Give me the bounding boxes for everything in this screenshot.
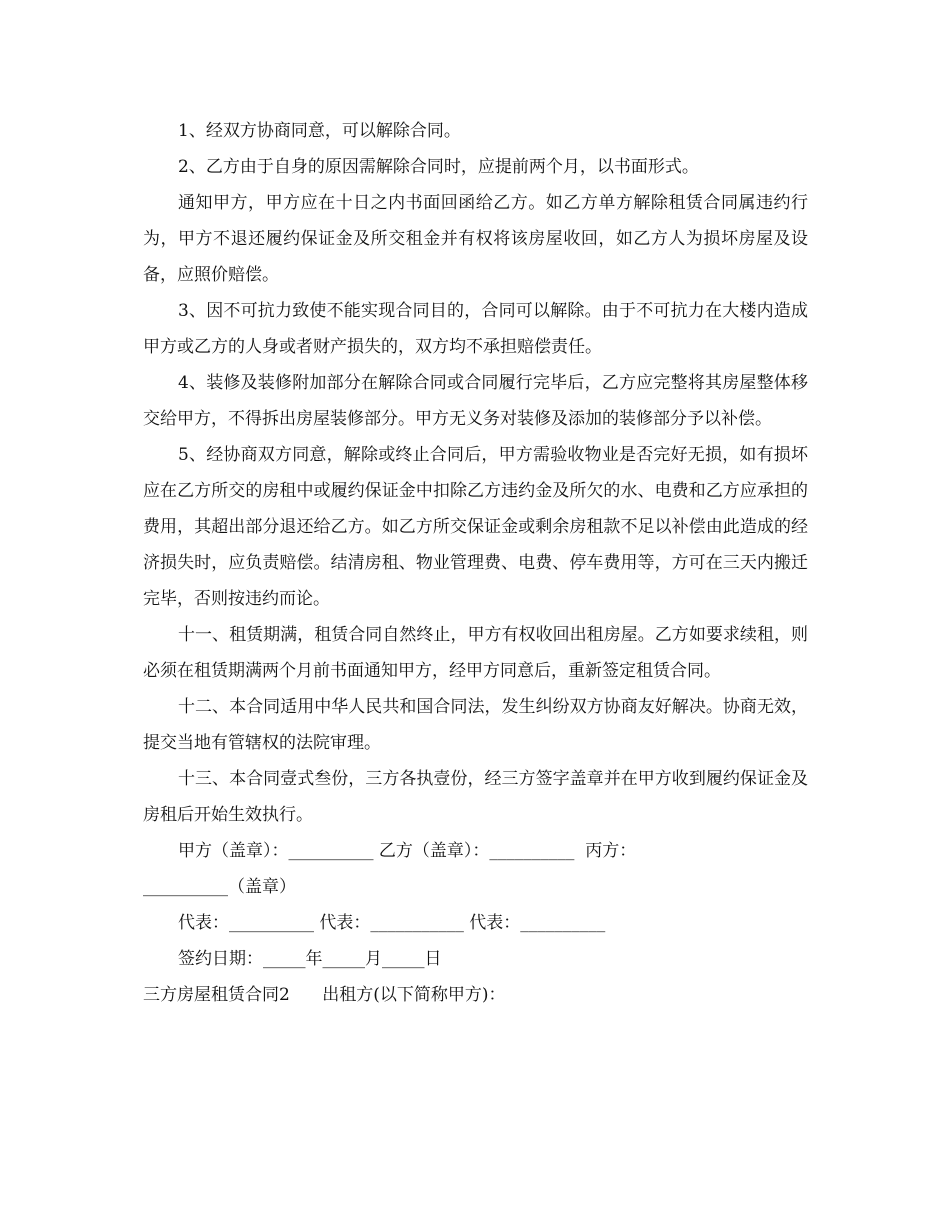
clause-paragraph: 十一、租赁期满，租赁合同自然终止，甲方有权收回出租房屋。乙方如要求续租，则必须在租赁期满两个月前书面通知甲方，经甲方同意后，重新签定租赁合同。	[143, 625, 808, 681]
document-body	[143, 113, 808, 1013]
clause-paragraph: 十二、本合同适用中华人民共和国合同法，发生纠纷双方协商友好解决。协商无效，提交当地有管辖权的法院审理。	[143, 697, 808, 753]
clause-paragraph: 4、装修及装修附加部分在解除合同或合同履行完毕后，乙方应完整将其房屋整体移交给甲方，不得拆出房屋装修部分。甲方无义务对装修及添加的装修部分予以补偿。	[143, 373, 808, 429]
clause-paragraph: 通知甲方，甲方应在十日之内书面回函给乙方。如乙方单方解除租赁合同属违约行为，甲方不退还履约保证金及所交租金并有权将该房屋收回，如乙方人为损坏房屋及设备，应照价赔偿。	[143, 193, 808, 285]
next-contract-heading: 三方房屋租赁合同2 出租方(以下简称甲方)：	[143, 985, 506, 1005]
signing-date-line: 签约日期：_____年_____月_____日	[178, 949, 442, 969]
clause-paragraph: 5、经协商双方同意，解除或终止合同后，甲方需验收物业是否完好无损，如有损坏应在乙方所交的房租中或履约保证金中扣除乙方违约金及所欠的水、电费和乙方应承担的费用，其超出部分退还给乙方。如乙方所交保证金或剩余房租款不足以补偿由此造成的经济损失时，应负责赔偿。结清房租、物业管理费、电费、停车费用等，方可在三天内搬迁完毕，否则按违约而论。	[143, 445, 808, 609]
clause-paragraph: 3、因不可抗力致使不能实现合同目的，合同可以解除。由于不可抗力在大楼内造成甲方或乙方的人身或者财产损失的，双方均不承担赔偿责任。	[143, 301, 808, 357]
clause-paragraph: 十三、本合同壹式叁份，三方各执壹份，经三方签字盖章并在甲方收到履约保证金及房租后开始生效执行。	[143, 769, 808, 825]
clause-paragraph: 2、乙方由于自身的原因需解除合同时，应提前两个月，以书面形式。	[178, 157, 699, 177]
clause-paragraph: 1、经双方协商同意，可以解除合同。	[178, 121, 461, 141]
representative-line: 代表：__________ 代表：___________ 代表：__________	[178, 913, 606, 933]
signature-line-seal: __________（盖章）	[143, 877, 296, 897]
signature-line-parties: 甲方（盖章）：__________ 乙方（盖章）：__________ 丙方：	[178, 841, 637, 861]
